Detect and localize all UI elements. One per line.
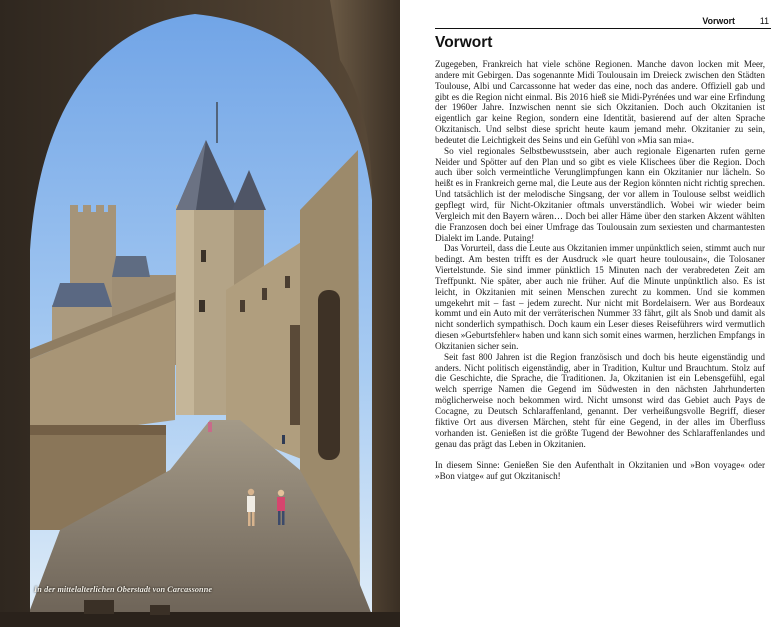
paragraph: Das Vorurteil, dass die Leute aus Okzitanien immer unpünktlich seien, stimmt auch nur bedingt. Am besten trifft es der Ausdruck »le quart heure toulousain«, die Tolosaner Viertelstunde. Sie sind immer pünktlich 15 Minuten nach der verabredeten Zeit am Treffpunkt. Nie später, aber auch nie früher. Auf die Minute unpünktlich also. Es ist leicht, in Okzitanien mit seinen Menschen zurecht zu kommen. Und sie kommen umgekehrt mit – fast – jedem zurecht. Nur nicht mit Bordelaisern. Wer aus Bordeaux kommt und ein Auto mit der verräterischen Nummer 33 fährt, gilt als Snob und damit als nicht sonderlich sympathisch. Doch kaum ein Leser dieses Reiseführers wird vermutlich diesen »Geburtsfehler« haben und kann sich somit eines warmen, herzlichen Empfangs in Okzitanien sicher sein.: [435, 243, 765, 351]
paragraph: So viel regionales Selbstbewusstsein, aber auch regionale Eigenarten rufen gerne Neider und Spötter auf den Plan und so gibt es viele Klischees über die Region. Doch auch über solch vermeintliche Verunglimpfungen kann ein Okzitanier nur lächeln. So heißt es in Frankreich gerne mal, die Leute aus der Region könnten nicht richtig sprechen. Und tatsächlich ist der melodische Singsang, der vor allem in Toulouse selbst weidlich gepflegt wird, für Nicht-Okzitanier oftmals unverständlich. Wobei wir wieder beim Vergleich mit den Bayern wären… Doch bei aller Häme über den starken Akzent wählten die Franzosen doch bei einer Umfrage das Toulousain zum sexiesten und charmantesten Dialekt im Lande. Putaing!: [435, 145, 765, 243]
running-head: [435, 16, 771, 29]
closing-paragraph: In diesem Sinne: Genießen Sie den Aufenthalt in Okzitanien und »Bon voyage« oder »Bon viatge« auf gut Okzitanisch!: [435, 460, 765, 482]
paragraph: Seit fast 800 Jahren ist die Region französisch und doch bis heute eigenständig und anders. Nicht politisch eigenständig, aber in Tradition, Kultur und Brauchtum. Stolz auf die Geschichte, die Sprache, die Traditionen. Ja, Okzitanien ist ein Lebensgefühl, egal welch sperrige Namen die Gegend im Südwesten in den nächsten Jahrhunderten möglicherweise noch bekommen wird. Nicht umsonst wird das Gebiet auch Pays de Cocagne, zu Deutsch Schlaraffenland, genannt. Der verheißungsvolle Begriff, dieser fiktive Ort aus diversen Märchen, steht für eine Gegend, in der alles im Überfluss vorhanden ist. Genießen ist die größte Tugend der Bewohner des Schlaraffenlandes und genau das prägt das Leben in Okzitanien.: [435, 351, 765, 449]
running-head-title: Vorwort: [702, 16, 735, 26]
paragraph: Zugegeben, Frankreich hat viele schöne Regionen. Manche davon locken mit Meer, andere mit Gebirgen. Das sogenannte Midi Toulousain im Dreieck zwischen den Städten Toulouse, Albi und Carcassonne hat weder das eine, noch das andere. Offiziell gab und gibt es die Region nicht einmal. Bis 2016 hieß sie Midi-Pyrénées und war eine Erfindung der 1960er Jahre. Inzwischen nennt sie sich Okzitanien. Doch auch Okzitanien ist eigentlich gar keine Region, sondern eine Identität, basierend auf der alten Sprache Okzitanisch. Und selbst diese spricht heute kaum jemand mehr. Okzitanier zu sein, bedeutet die Leichtigkeit des Seins und ein Gefühl von »Mia san mia«.: [435, 59, 765, 145]
photo-caption: In der mittelalterlichen Oberstadt von Carcassonne: [34, 585, 213, 594]
chapter-title: Vorwort: [435, 34, 493, 51]
page-number: 11: [759, 16, 769, 26]
body-text: [435, 59, 765, 482]
text-page: [400, 0, 784, 627]
